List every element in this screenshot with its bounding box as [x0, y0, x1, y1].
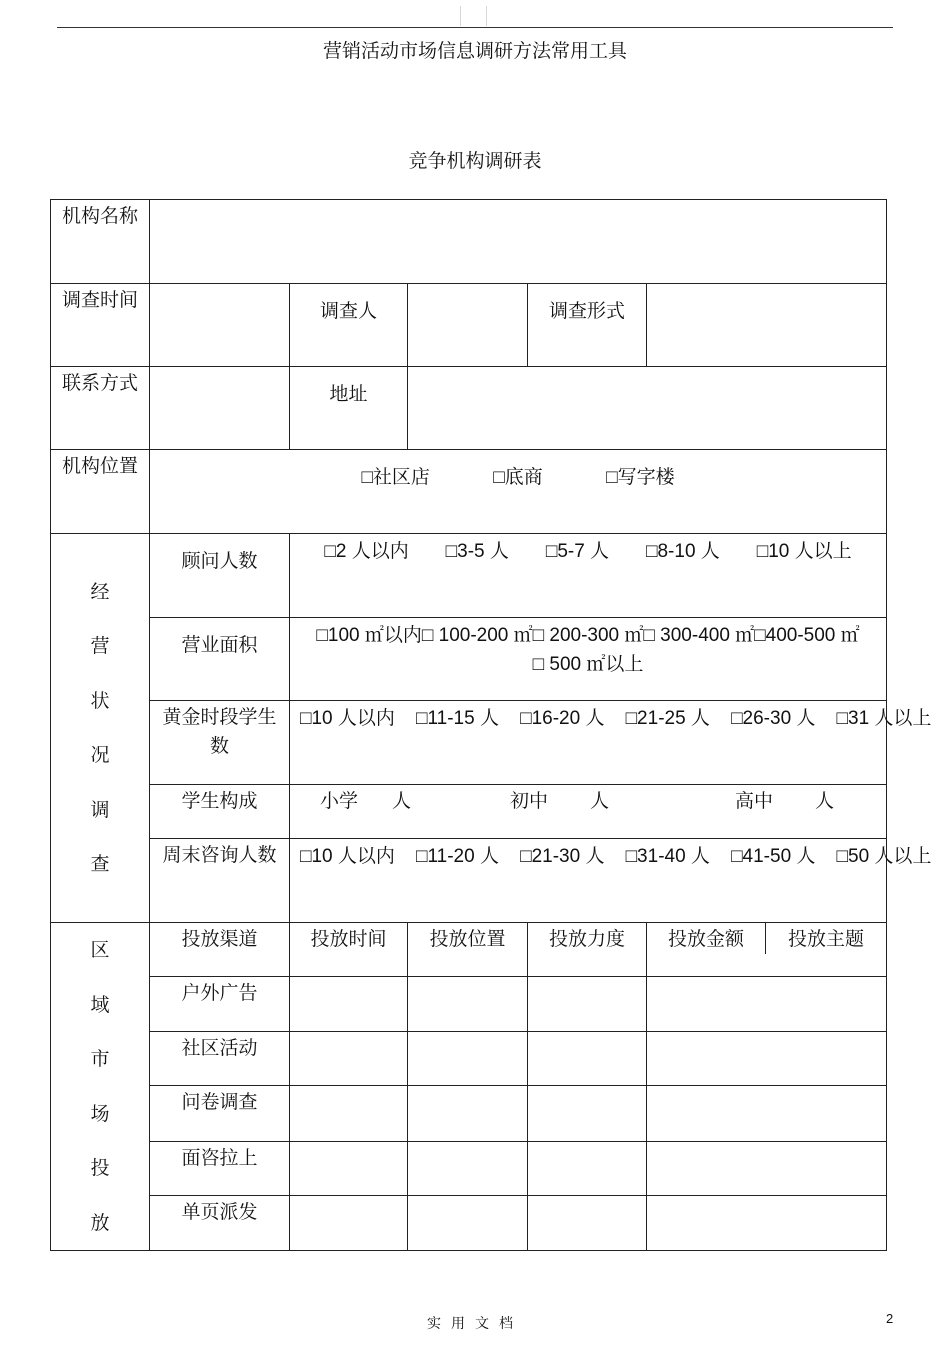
row-ad-headers: [51, 923, 887, 977]
golden-option[interactable]: □21-25 人: [625, 708, 710, 729]
ad-header-amount: 投放金额: [647, 923, 766, 954]
weekend-label: 周末咨询人数: [150, 839, 290, 923]
consultants-options: [290, 534, 887, 618]
consultants-option[interactable]: □2 人以内: [324, 541, 409, 562]
ad-cell[interactable]: [528, 977, 647, 1032]
ad-channel-label: 单页派发: [150, 1195, 290, 1250]
row-consultants: [51, 534, 887, 618]
golden-option[interactable]: □10 人以内: [300, 708, 395, 729]
weekend-options: [290, 839, 932, 923]
survey-time-label: 调查时间: [51, 284, 150, 367]
ad-header-position: 投放位置: [408, 923, 528, 977]
ad-cell[interactable]: [290, 1195, 408, 1250]
ad-header-split: [647, 923, 887, 977]
header-rule: [57, 27, 893, 28]
ad-cell[interactable]: [290, 1086, 408, 1141]
row-org-name: [51, 200, 887, 284]
ad-header-theme: 投放主题: [788, 928, 865, 950]
ad-cell[interactable]: [408, 1032, 528, 1086]
student-comp-middle: 初中: [510, 790, 549, 812]
row-area: [51, 618, 887, 701]
weekend-option[interactable]: □11-20 人: [416, 846, 499, 867]
address-label: 地址: [290, 367, 408, 450]
ad-cell[interactable]: [408, 1086, 528, 1141]
weekend-option[interactable]: □31-40 人: [625, 846, 710, 867]
ad-row: [51, 1195, 887, 1250]
survey-form-field[interactable]: [647, 284, 887, 367]
survey-time-field[interactable]: [150, 284, 290, 367]
ad-header-time: 投放时间: [290, 923, 408, 977]
ops-group-char: 况: [90, 744, 110, 766]
ad-cell-split: [647, 1032, 887, 1086]
ad-cell[interactable]: [528, 1086, 647, 1141]
weekend-option[interactable]: □10 人以内: [300, 846, 395, 867]
row-student-composition: [51, 785, 887, 839]
surveyor-label: 调查人: [290, 284, 408, 367]
org-name-label: 机构名称: [51, 200, 150, 284]
consultants-option[interactable]: □8-10 人: [646, 541, 720, 562]
survey-form-label: 调查形式: [528, 284, 647, 367]
ad-row: [51, 977, 887, 1032]
ad-row: [51, 1032, 887, 1086]
ad-cell[interactable]: [408, 1141, 528, 1195]
consultants-option[interactable]: □3-5 人: [445, 541, 509, 562]
ad-group-char: 区: [90, 939, 110, 961]
ad-channel-label: 户外广告: [150, 977, 290, 1032]
ad-channel-label: 社区活动: [150, 1032, 290, 1086]
ops-group-label: [51, 534, 150, 923]
ad-cell[interactable]: [290, 1141, 408, 1195]
ad-row: [51, 1141, 887, 1195]
weekend-option[interactable]: □21-30 人: [520, 846, 605, 867]
ad-cell[interactable]: [408, 977, 528, 1032]
org-name-field[interactable]: [150, 200, 887, 284]
weekend-option[interactable]: □50 人以上: [836, 846, 932, 867]
location-option-office[interactable]: □写字楼: [606, 467, 675, 488]
area-options: [290, 618, 887, 701]
location-option-community[interactable]: □社区店: [361, 467, 430, 488]
golden-option[interactable]: □26-30 人: [731, 708, 816, 729]
ad-channel-label: 问卷调查: [150, 1086, 290, 1141]
ad-cell-split: [647, 1141, 887, 1195]
header-tick-mark: [460, 6, 461, 26]
ad-header-intensity: 投放力度: [528, 923, 647, 977]
ad-cell[interactable]: [290, 977, 408, 1032]
row-golden-hour: [51, 701, 887, 785]
student-comp-unit: 人: [590, 790, 610, 812]
ad-row: [51, 1086, 887, 1141]
page-number: 2: [886, 1311, 894, 1326]
area-option[interactable]: □ 300-400 ㎡: [643, 625, 755, 646]
ad-group-char: 市: [90, 1048, 110, 1070]
student-comp-unit: 人: [815, 790, 835, 812]
student-comp-high: 高中: [735, 790, 774, 812]
ad-group-char: 场: [90, 1102, 110, 1125]
golden-label: 黄金时段学生数: [150, 701, 290, 785]
student-comp-unit: 人: [392, 790, 412, 812]
row-contact: [51, 367, 887, 450]
student-comp-label: 学生构成: [150, 785, 290, 839]
row-survey-time: [51, 284, 887, 367]
area-option[interactable]: □ 200-300 ㎡: [532, 625, 644, 646]
ad-cell-split: [647, 1086, 887, 1141]
ops-group-char: 营: [90, 635, 110, 657]
ad-cell-split: [647, 977, 887, 1032]
ops-group-char: 查: [90, 853, 110, 875]
ops-group-char: 经: [90, 580, 110, 603]
form-title: 竞争机构调研表: [408, 150, 542, 172]
consultants-option[interactable]: □10 人以上: [756, 541, 852, 562]
ad-group-char: 放: [90, 1211, 110, 1234]
weekend-option[interactable]: □41-50 人: [731, 846, 816, 867]
area-option[interactable]: □400-500 ㎡: [754, 625, 860, 646]
address-field[interactable]: [408, 367, 887, 450]
ad-cell[interactable]: [290, 1032, 408, 1086]
student-comp-values: [290, 785, 887, 839]
student-comp-primary: 小学: [320, 790, 359, 812]
golden-options: [290, 701, 932, 785]
location-option-ground-floor[interactable]: □底商: [493, 467, 543, 488]
ad-cell[interactable]: [528, 1195, 647, 1250]
ad-channel-label: 面咨拉上: [150, 1141, 290, 1195]
document-header: 营销活动市场信息调研方法常用工具: [322, 40, 627, 62]
surveyor-field[interactable]: [408, 284, 528, 367]
consultants-option[interactable]: □5-7 人: [545, 541, 610, 562]
ad-cell[interactable]: [528, 1141, 647, 1195]
ad-cell[interactable]: [528, 1032, 647, 1086]
competitor-survey-table: [50, 199, 932, 1251]
ad-group-char: 投: [90, 1157, 110, 1179]
ad-cell-split: [647, 1195, 887, 1250]
ad-group-label: [51, 923, 150, 1251]
row-weekend-consults: [51, 839, 887, 923]
contact-label: 联系方式: [51, 367, 150, 450]
golden-option[interactable]: □11-15 人: [416, 708, 499, 729]
ops-group-char: 调: [90, 798, 110, 821]
document-footer: 实用文档: [427, 1316, 523, 1332]
area-option[interactable]: □ 500 ㎡以上: [532, 654, 644, 675]
golden-option[interactable]: □31 人以上: [836, 708, 932, 729]
consultants-label: 顾问人数: [150, 534, 290, 618]
area-option[interactable]: □ 100-200 ㎡: [421, 625, 533, 646]
area-option[interactable]: □100 ㎡以内: [316, 625, 422, 646]
location-options: [150, 450, 887, 534]
ad-header-channel: 投放渠道: [150, 923, 290, 977]
row-location: [51, 450, 887, 534]
location-label: 机构位置: [51, 450, 150, 534]
ops-group-char: 状: [90, 689, 110, 712]
ad-group-char: 域: [90, 993, 110, 1016]
area-label: 营业面积: [150, 618, 290, 701]
header-tick-mark: [486, 6, 487, 26]
ad-cell[interactable]: [408, 1195, 528, 1250]
golden-option[interactable]: □16-20 人: [520, 708, 605, 729]
contact-field[interactable]: [150, 367, 290, 450]
